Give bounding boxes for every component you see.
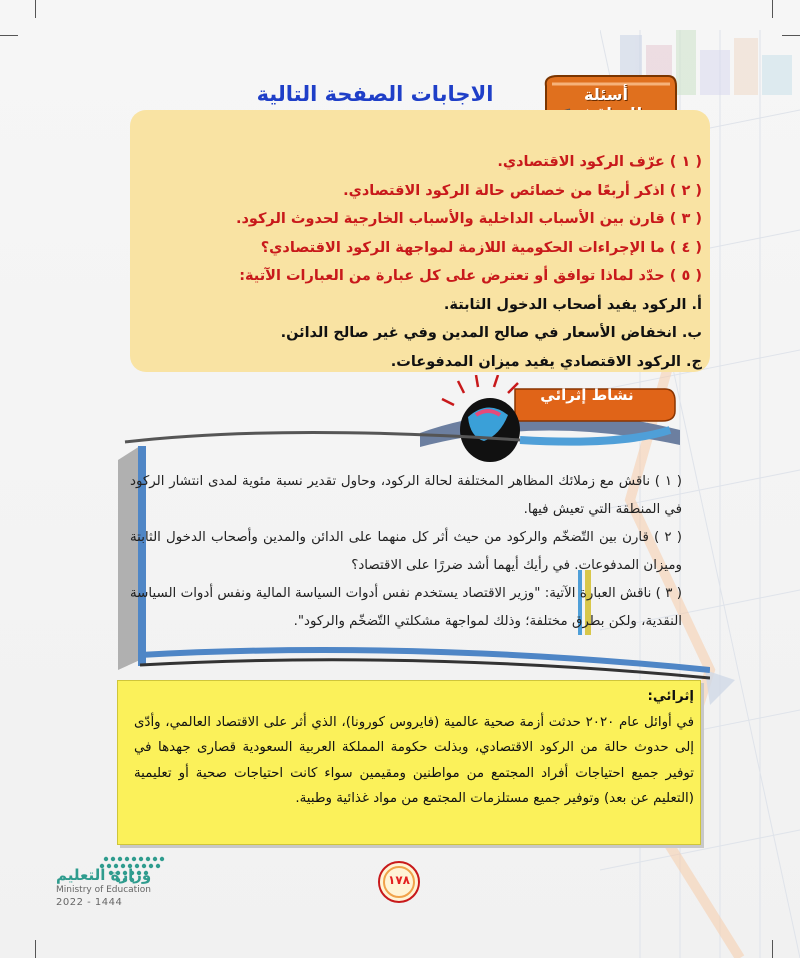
page-heading: الاجابات الصفحة التالية (256, 82, 494, 106)
sub-question-item: ج. الركود الاقتصادي يفيد ميزان المدفوعات. (390, 353, 702, 370)
page-number: ١٧٨ (388, 873, 410, 887)
questions-list (142, 148, 702, 376)
crop-mark (35, 940, 36, 958)
question-item: ( ٥ ) حدّد لماذا توافق أو تعترض على كل عبارة من العبارات الآتية: (239, 268, 702, 284)
enrichment-text (134, 684, 694, 812)
question-item: ( ١ ) عرّف الركود الاقتصادي. (497, 154, 702, 170)
enrichment-body: في أوائل عام ٢٠٢٠ حدثت أزمة صحية عالمية (فايروس كورونا)، الذي أثر على الاقتصاد العالمي، وأدّى إلى حدوث حالة من الركود الاقتصادي، وبذلت حكومة المملكة العربية السعودية قصارى جهدها في توفير جميع احتياجات أفراد المجتمع من مواطنين ومقيمين سواء كانت احتياجات صحية أو تعليمية (التعليم عن بعد) وتوفير جميع مستلزمات المجتمع من مواد غذائية وطبية. (134, 714, 694, 806)
crop-mark (0, 35, 18, 36)
activity-item: ( ١ ) ناقش مع زملائك المظاهر المختلفة لحالة الركود، وحاول تقدير نسبة مئوية لمدى انتشار الركود في المنطقة التي تعيش فيها. (130, 474, 683, 517)
enrichment-activity-label: نشاط إثرائي (540, 386, 634, 404)
crop-mark (772, 0, 773, 18)
ministry-name-english: Ministry of Education (56, 885, 151, 895)
sub-question-item: ب. انخفاض الأسعار في صالح المدين وفي غير صالح الدائن. (280, 325, 702, 341)
ministry-year: 2022 - 1444 (56, 897, 123, 908)
activity-item: ( ٣ ) ناقش العبارة الآتية: "وزير الاقتصاد يستخدم نفس أدوات السياسة المالية ونفس أدوات السياسة النقدية، ولكن بطرق مختلفة؛ وذلك لمواجهة مشكلتي التّضخّم والركود". (130, 586, 682, 629)
enrichment-title: إثرائي: (647, 689, 694, 704)
sub-question-item: أ. الركود يفيد أصحاب الدخول الثابتة. (443, 296, 702, 313)
question-item: ( ٤ ) ما الإجراءات الحكومية اللازمة لمواجهة الركود الاقتصادي؟ (260, 239, 702, 256)
question-item: ( ٣ ) قارن بين الأسباب الداخلية والأسباب الخارجية لحدوث الركود. (235, 211, 702, 227)
ministry-name-arabic: وزارة التعليم (56, 866, 152, 884)
crop-mark (35, 0, 36, 18)
activity-text (130, 468, 682, 636)
activity-item: ( ٢ ) قارن بين التّضخّم والركود من حيث أثر كل منهما على الدائن والمدين وأصحاب الدخول الثابتة وميزان المدفوعات. في رأيك أيهما أشد ضررًا على الاقتصاد؟ (130, 530, 682, 573)
question-item: ( ٢ ) اذكر أربعًا من خصائص حالة الركود الاقتصادي. (343, 182, 702, 199)
discussion-badge-label: أسئلة (584, 85, 628, 104)
